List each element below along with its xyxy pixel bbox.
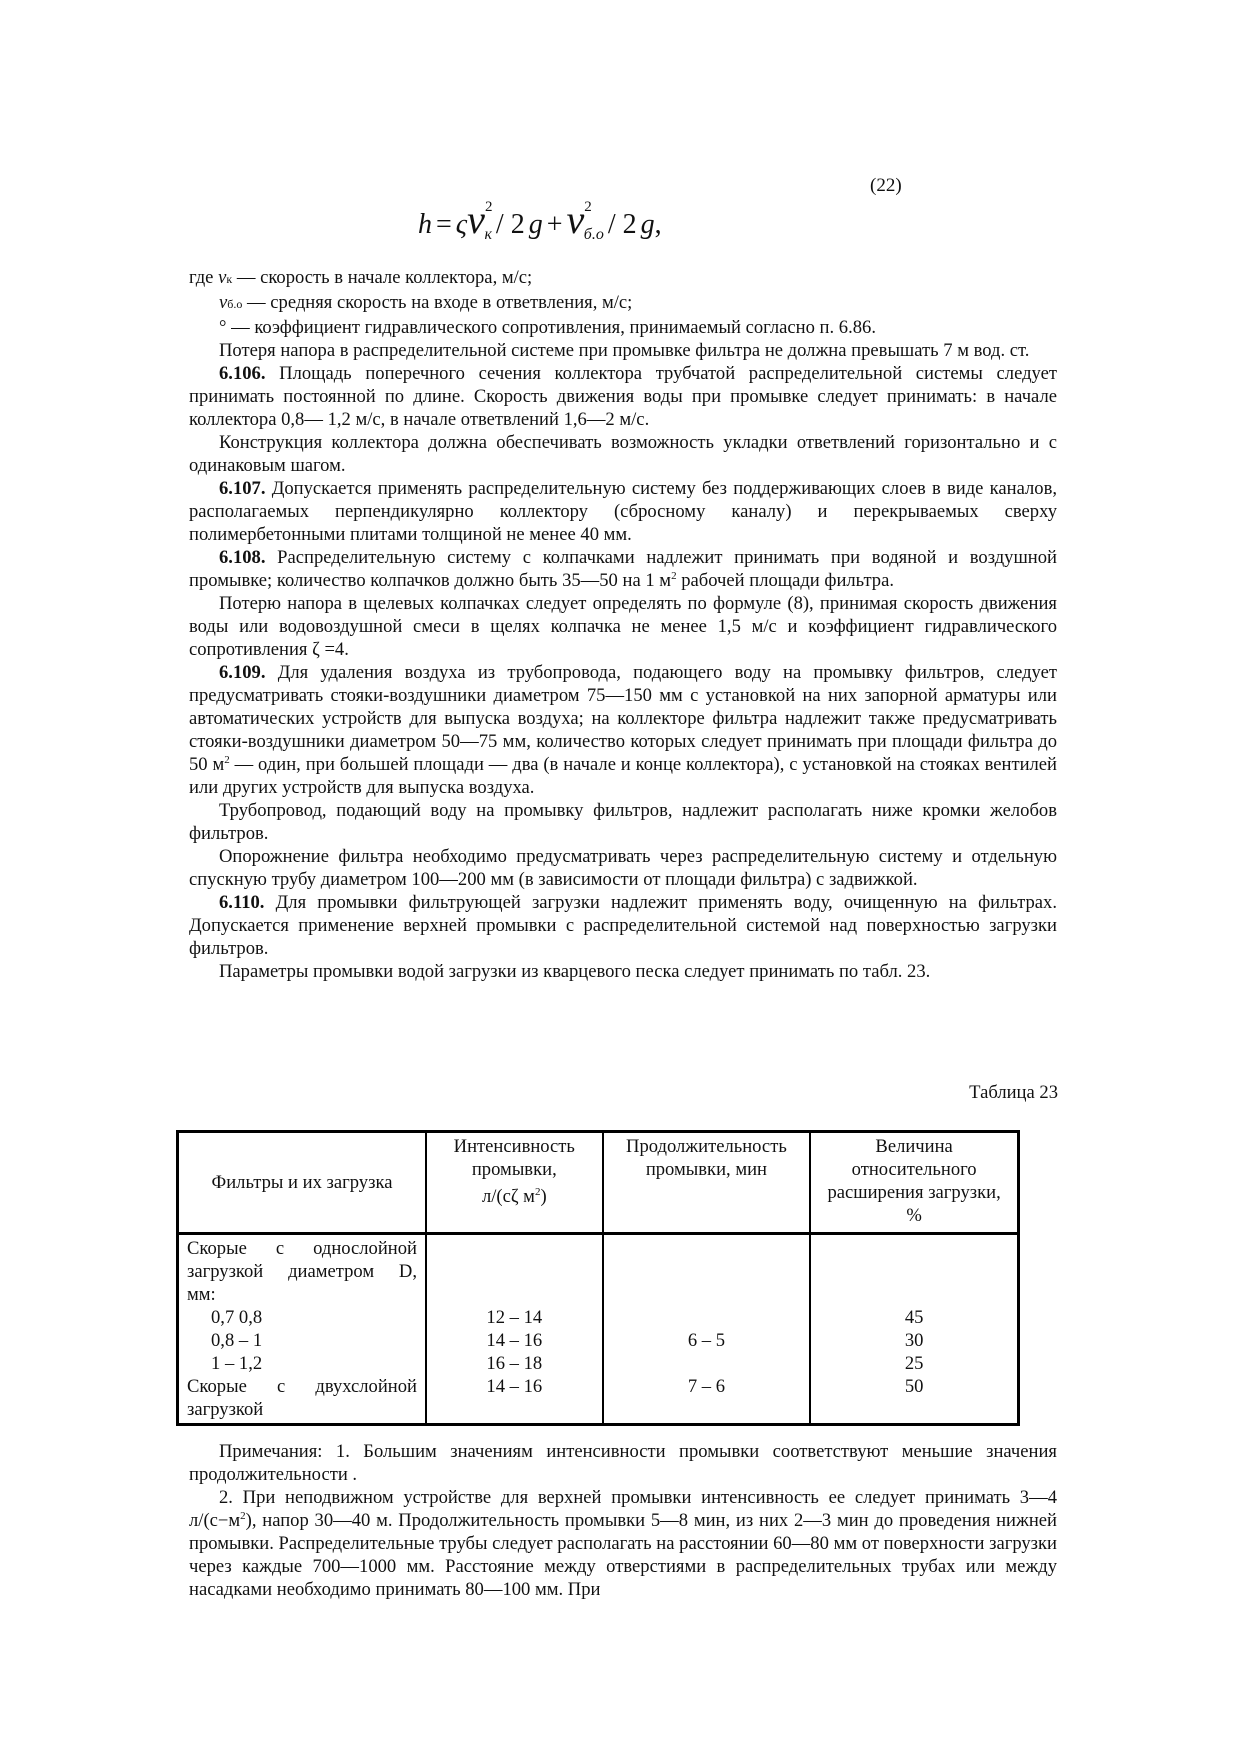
paragraph-6-110 — [189, 891, 1057, 960]
where-line — [189, 266, 1057, 291]
formula-g2: g — [640, 209, 655, 240]
formula-sup1: 2 — [484, 199, 493, 215]
intensity-value: 12 – 14 — [486, 1307, 543, 1328]
table-caption: Таблица 23 — [969, 1082, 1058, 1103]
clause-number: 6.107. — [219, 478, 266, 499]
filter-line: Скорые с двухслойной — [187, 1376, 418, 1397]
filter-line: 0,8 – 1 — [211, 1330, 263, 1351]
formula-g1: g — [528, 209, 543, 240]
where-prefix: где — [189, 267, 219, 288]
expansion-cell — [810, 1234, 1018, 1425]
filter-line: загрузкой — [187, 1399, 264, 1420]
clause-text: Площадь поперечного сечения коллектора трубчатой распределительной системы следует принимать постоянной по длине. Скорость движения воды при промывке следует принимать: в начале коллектора 0,8— 1,2 м/с, в начале ответвлений 1,6—2 м/с. — [189, 363, 1057, 430]
clause-number: 6.108. — [219, 547, 266, 568]
clause-text-end: — один, при большей площади — два (в начале и конце коллектора), с установкой на стояках вентилей или других устройств для выпуска воздуха. — [189, 754, 1057, 798]
formula-sub2: б.о — [583, 226, 604, 243]
formula-22 — [418, 196, 662, 243]
header-intensity-unit: л/(сζ м — [481, 1186, 535, 1208]
clause-text: Для удаления воздуха из трубопровода, подающего воду на промывку фильтров, следует предусматривать стояки-воздушники диаметром 75—150 мм с установкой на них запорной арматуры или автоматических устройств для выпуска воздуха; на коллекторе фильтра надлежит также предусматривать стояки-воздушники диаметром 50—75 мм, количество которых следует принимать при площади фильтра до 50 м — [189, 662, 1057, 775]
note-2-text: 2. При неподвижном устройстве для верхней промывки интенсивность ее следует принимать 3—4 л/(с−м — [189, 1487, 1057, 1531]
coef-line: ° — коэффициент гидравлического сопротивления, принимаемый согласно п. 6.86. — [219, 317, 876, 338]
formula-v1: ν — [467, 197, 485, 242]
formula-div2: / 2 — [607, 209, 637, 240]
filter-line: мм: — [187, 1284, 216, 1305]
superscript: 2 — [671, 569, 677, 582]
filter-line: 0,7 0,8 — [211, 1307, 263, 1328]
intensity-value: 16 – 18 — [486, 1353, 543, 1374]
duration-value: 7 – 6 — [687, 1376, 725, 1397]
header-intensity — [426, 1132, 603, 1234]
formula-sup2: 2 — [584, 199, 592, 215]
notes — [189, 1440, 1057, 1601]
clause-number: 6.109. — [219, 662, 266, 683]
emptying-paragraph: Опорожнение фильтра необходимо предусматривать через распределительную систему и отдельную спускную трубу диаметром 100—200 мм (в зависимости от площади фильтра) с задвижкой. — [189, 846, 1057, 890]
duration-cell — [603, 1234, 811, 1425]
formula-h: h — [418, 209, 432, 240]
expansion-value: 45 — [904, 1307, 924, 1328]
clause-text: Распределительную систему с колпачками надлежит принимать при водяной и воздушной промывке; количество колпачков должно быть 35—50 на 1 м — [189, 547, 1057, 591]
construction-paragraph: Конструкция коллектора должна обеспечивать возможность укладки ответвлений горизонтально и с одинаковым шагом. — [189, 432, 1057, 476]
formula-number: (22) — [870, 175, 902, 196]
superscript: 2 — [224, 753, 230, 766]
intensity-value: 14 – 16 — [486, 1330, 543, 1351]
filter-line: 1 – 1,2 — [211, 1353, 263, 1374]
formula-equals: = — [436, 209, 452, 240]
note-2-text-end: ), напор 30—40 м. Продолжительность промывки 5—8 мин, из них 2—3 мин до проведения нижней промывки. Распределительные трубы следует располагать на расстоянии 60—80 мм от поверхности загрузки через каждые 700—1000 мм. Расстояние между отверстиями в распределительных трубах или между насадками необходимо принимать 80—100 мм. При — [189, 1510, 1057, 1600]
vbo-rest: — средняя скорость на входе в ответвления, м/с; — [242, 292, 633, 313]
formula-comma: , — [654, 209, 662, 240]
intensity-value: 14 – 16 — [486, 1376, 543, 1397]
where-var: v — [218, 267, 227, 288]
superscript: 2 — [240, 1509, 246, 1522]
header-intensity-sup: 2 — [534, 1186, 541, 1198]
formula-plus: + — [546, 209, 563, 240]
note-2 — [189, 1486, 1057, 1601]
filter-line: Скорые с однослойной — [187, 1238, 418, 1259]
caps-loss-paragraph: Потерю напора в щелевых колпачках следует определять по формуле (8), принимая скорость движения воды или водовоздушной смеси в щелях колпачка не менее 1,5 м/с и коэффициент гидравлического сопротивления ζ =4. — [189, 593, 1057, 660]
expansion-value: 25 — [904, 1353, 924, 1374]
clause-number: 6.110. — [219, 892, 265, 913]
vbo-line — [189, 291, 1057, 316]
table-header-row — [178, 1132, 1019, 1234]
vbo-var: v — [219, 292, 228, 313]
duration-value: 6 – 5 — [687, 1330, 725, 1351]
clause-number: 6.106. — [219, 363, 266, 384]
header-duration: Продолжительность промывки, мин — [603, 1132, 811, 1234]
paragraph-6-106 — [189, 362, 1057, 431]
params-paragraph: Параметры промывки водой загрузки из кварцевого песка следует принимать по табл. 23. — [219, 961, 931, 982]
intensity-cell — [426, 1234, 603, 1425]
clause-text: Для промывки фильтрующей загрузки надлежит применять воду, очищенную на фильтрах. Допускается применение верхней промывки с распределительной системой над поверхностью загрузки фильтров. — [189, 892, 1057, 959]
formula-sub1: к — [484, 226, 492, 243]
formula-v2: ν — [566, 197, 585, 242]
where-sub: к — [226, 272, 233, 286]
pipeline-paragraph: Трубопровод, подающий воду на промывку фильтров, надлежит располагать ниже кромки желобов фильтров. — [189, 800, 1057, 844]
loss-paragraph: Потеря напора в распределительной системе при промывке фильтра не должна превышать 7 м вод. ст. — [219, 340, 1030, 361]
header-intensity-close: ) — [540, 1186, 547, 1208]
vbo-sub: б.о — [227, 297, 243, 311]
header-filters: Фильтры и их загрузка — [178, 1132, 427, 1234]
clause-text: Допускается применять распределительную систему без поддерживающих слоев в виде каналов, располагаемых перпендикулярно коллектору (сбросному каналу) и перекрываемых сверху полимербетонными плитами толщиной не менее 40 мм. — [189, 478, 1057, 545]
body-text — [189, 266, 1057, 983]
expansion-value: 50 — [904, 1376, 924, 1397]
header-expansion: Величина относительного расширения загрузки, % — [810, 1132, 1018, 1234]
expansion-value: 30 — [904, 1330, 924, 1351]
note-1: Примечания: 1. Большим значениям интенсивности промывки соответствуют меньшие значения продолжительности . — [189, 1441, 1057, 1485]
clause-text-end: рабочей площади фильтра. — [676, 570, 894, 591]
paragraph-6-109 — [189, 661, 1057, 799]
formula-zeta: ς — [455, 209, 468, 240]
table-row — [178, 1234, 1019, 1425]
paragraph-6-108 — [189, 546, 1057, 592]
formula-div1: / 2 — [495, 209, 525, 240]
paragraph-6-107 — [189, 477, 1057, 546]
header-intensity-text: Интенсивность промывки, — [453, 1136, 575, 1180]
where-rest: — скорость в начале коллектора, м/с; — [232, 267, 533, 288]
filter-line: загрузкой диаметром D, — [187, 1261, 418, 1282]
filters-cell — [178, 1234, 427, 1425]
table-23 — [176, 1130, 1020, 1426]
